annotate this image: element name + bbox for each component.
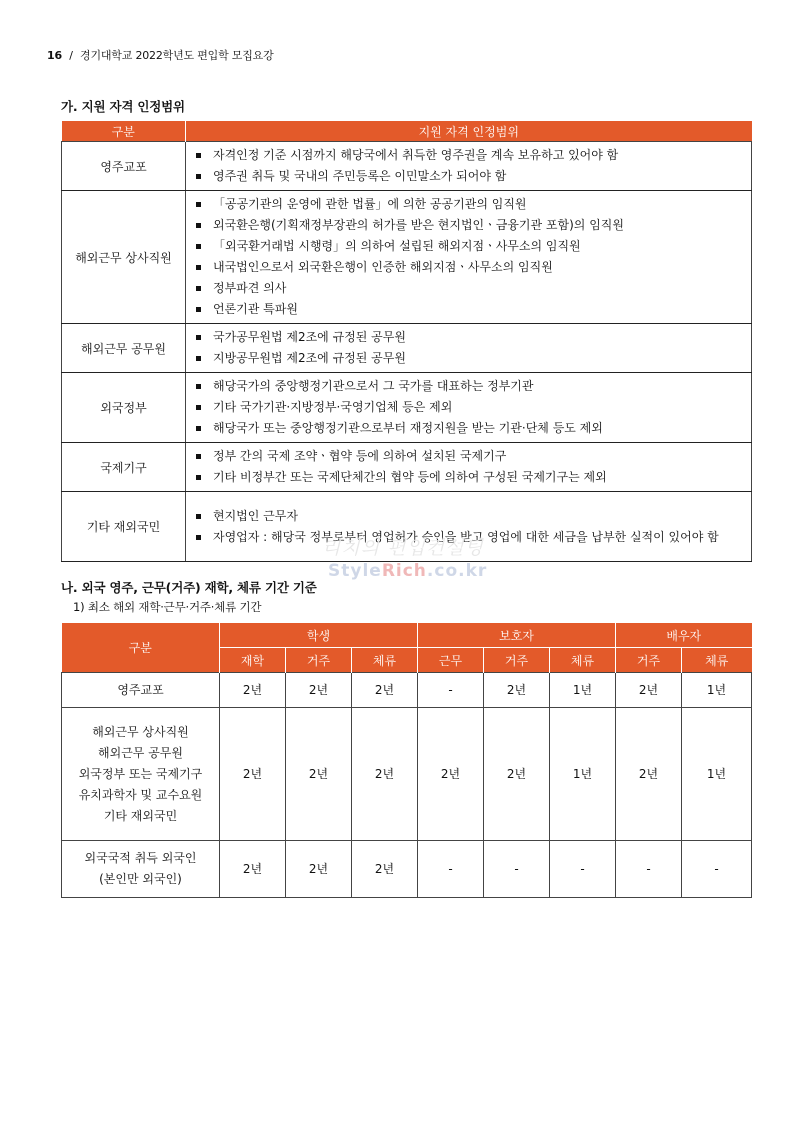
subheader-cell: 거주 [286, 648, 352, 673]
period-value: 1년 [682, 673, 752, 708]
period-row-label [62, 708, 220, 841]
eligibility-category: 해외근무 상사직원 [62, 191, 186, 324]
subheader-cell: 체류 [550, 648, 616, 673]
period-value: 2년 [352, 673, 418, 708]
eligibility-category: 해외근무 공무원 [62, 324, 186, 373]
eligibility-item: 정부 간의 국제 조약ㆍ협약 등에 의하여 설치된 국제기구 [191, 446, 742, 467]
period-row-label-line: 기타 재외국민 [103, 808, 178, 823]
eligibility-row [62, 191, 752, 324]
header-separator: / [69, 49, 73, 62]
eligibility-item: 영주권 취득 및 국내의 주민등록은 이민말소가 되어야 함 [191, 166, 742, 187]
watermark-text: 리치의 편입컨설팅 [322, 537, 484, 559]
eligibility-item: 해당국가의 중앙행정기관으로서 그 국가를 대표하는 정부기관 [191, 376, 742, 397]
eligibility-category: 국제기구 [62, 443, 186, 492]
eligibility-items-cell [186, 191, 752, 324]
eligibility-items-cell [186, 142, 752, 191]
section-a-title: 가. 지원 자격 인정범위 [61, 99, 185, 114]
subheader-cell: 체류 [682, 648, 752, 673]
period-value: 2년 [484, 708, 550, 841]
period-value: - [418, 841, 484, 898]
eligibility-items-cell [186, 373, 752, 443]
period-table [61, 623, 752, 898]
eligibility-category: 기타 재외국민 [62, 492, 186, 562]
eligibility-items-cell [186, 324, 752, 373]
watermark-url: StyleRich.co.kr [328, 561, 488, 581]
period-row-label-line: 해외근무 공무원 [98, 745, 183, 760]
period-value: 2년 [220, 673, 286, 708]
eligibility-item: 외국환은행(기획재정부장관의 허가를 받은 현지법인ㆍ금융기관 포함)의 임직원 [191, 215, 742, 236]
period-value: 1년 [550, 673, 616, 708]
eligibility-category: 영주교포 [62, 142, 186, 191]
period-group-row [62, 623, 752, 648]
period-value: - [418, 673, 484, 708]
period-value: - [484, 841, 550, 898]
eligibility-item: 기타 국가기관·지방정부·국영기업체 등은 제외 [191, 397, 742, 418]
eligibility-row [62, 142, 752, 191]
eligibility-item: 현지법인 근무자 [191, 506, 742, 527]
eligibility-item: 내국법인으로서 외국환은행이 인증한 해외지점ㆍ사무소의 임직원 [191, 257, 742, 278]
section-b-title: 나. 외국 영주, 근무(거주) 재학, 체류 기간 기준 [61, 580, 317, 595]
subheader-cell: 거주 [616, 648, 682, 673]
period-row-label-line: 외국정부 또는 국제기구 [78, 766, 203, 781]
section-b-subtitle: 1) 최소 해외 재학·근무·거주·체류 기간 [73, 600, 262, 614]
eligibility-item: 자영업자 : 해당국 정부로부터 영업허가 승인을 받고 영업에 대한 세금을 납부한 실적이 있어야 함 [191, 527, 742, 548]
page-number: 16 [47, 49, 62, 62]
period-value: 2년 [286, 841, 352, 898]
eligibility-item: 기타 비정부간 또는 국제단체간의 협약 등에 의하여 구성된 국제기구는 제외 [191, 467, 742, 488]
period-value: 2년 [286, 708, 352, 841]
eligibility-item: 「외국환거래법 시행령」의 의하여 설립된 해외지점ㆍ사무소의 임직원 [191, 236, 742, 257]
period-value: 1년 [682, 708, 752, 841]
period-row [62, 673, 752, 708]
eligibility-row [62, 324, 752, 373]
period-row-label [62, 841, 220, 898]
eligibility-header-row [62, 121, 752, 142]
eligibility-row [62, 443, 752, 492]
period-value: 2년 [352, 841, 418, 898]
eligibility-item: 국가공무원법 제2조에 규정된 공무원 [191, 327, 742, 348]
period-value: 2년 [220, 841, 286, 898]
eligibility-item: 「공공기관의 운영에 관한 법률」에 의한 공공기관의 임직원 [191, 194, 742, 215]
eligibility-table [61, 121, 752, 562]
col-header-category: 구분 [62, 121, 186, 142]
period-row-label-line: (본인만 외국인) [99, 872, 182, 886]
subheader-cell: 체류 [352, 648, 418, 673]
period-value: 2년 [484, 673, 550, 708]
period-corner-header: 구분 [62, 623, 220, 673]
period-row-label-line: 영주교포 [117, 682, 164, 697]
eligibility-items-cell [186, 443, 752, 492]
eligibility-item: 해당국가 또는 중앙행정기관으로부터 재정지원을 받는 기관·단체 등도 제외 [191, 418, 742, 439]
col-header-scope: 지원 자격 인정범위 [186, 121, 752, 142]
period-value: 2년 [616, 673, 682, 708]
eligibility-item: 정부파견 의사 [191, 278, 742, 299]
subheader-cell: 거주 [484, 648, 550, 673]
period-row [62, 708, 752, 841]
document-title: 경기대학교 2022학년도 편입학 모집요강 [80, 49, 274, 62]
group-header-spouse: 배우자 [616, 623, 752, 648]
period-value: 2년 [286, 673, 352, 708]
subheader-cell: 재학 [220, 648, 286, 673]
eligibility-item: 언론기관 특파원 [191, 299, 742, 320]
group-header-student: 학생 [220, 623, 418, 648]
period-row-label-line: 외국국적 취득 외국인 [84, 851, 197, 865]
eligibility-row [62, 373, 752, 443]
eligibility-item: 지방공무원법 제2조에 규정된 공무원 [191, 348, 742, 369]
subheader-cell: 근무 [418, 648, 484, 673]
period-row [62, 841, 752, 898]
eligibility-category: 외국정부 [62, 373, 186, 443]
period-row-label [62, 673, 220, 708]
period-value: 2년 [220, 708, 286, 841]
period-row-label-line: 유치과학자 및 교수요원 [78, 787, 203, 802]
period-value: - [616, 841, 682, 898]
eligibility-item: 자격인정 기준 시점까지 해당국에서 취득한 영주권을 계속 보유하고 있어야 함 [191, 145, 742, 166]
period-value: 2년 [418, 708, 484, 841]
period-row-label-line: 해외근무 상사직원 [92, 724, 189, 739]
period-value: 1년 [550, 708, 616, 841]
period-value: - [682, 841, 752, 898]
period-value: 2년 [352, 708, 418, 841]
period-value: 2년 [616, 708, 682, 841]
page-header [47, 47, 274, 63]
group-header-guardian: 보호자 [418, 623, 616, 648]
period-value: - [550, 841, 616, 898]
